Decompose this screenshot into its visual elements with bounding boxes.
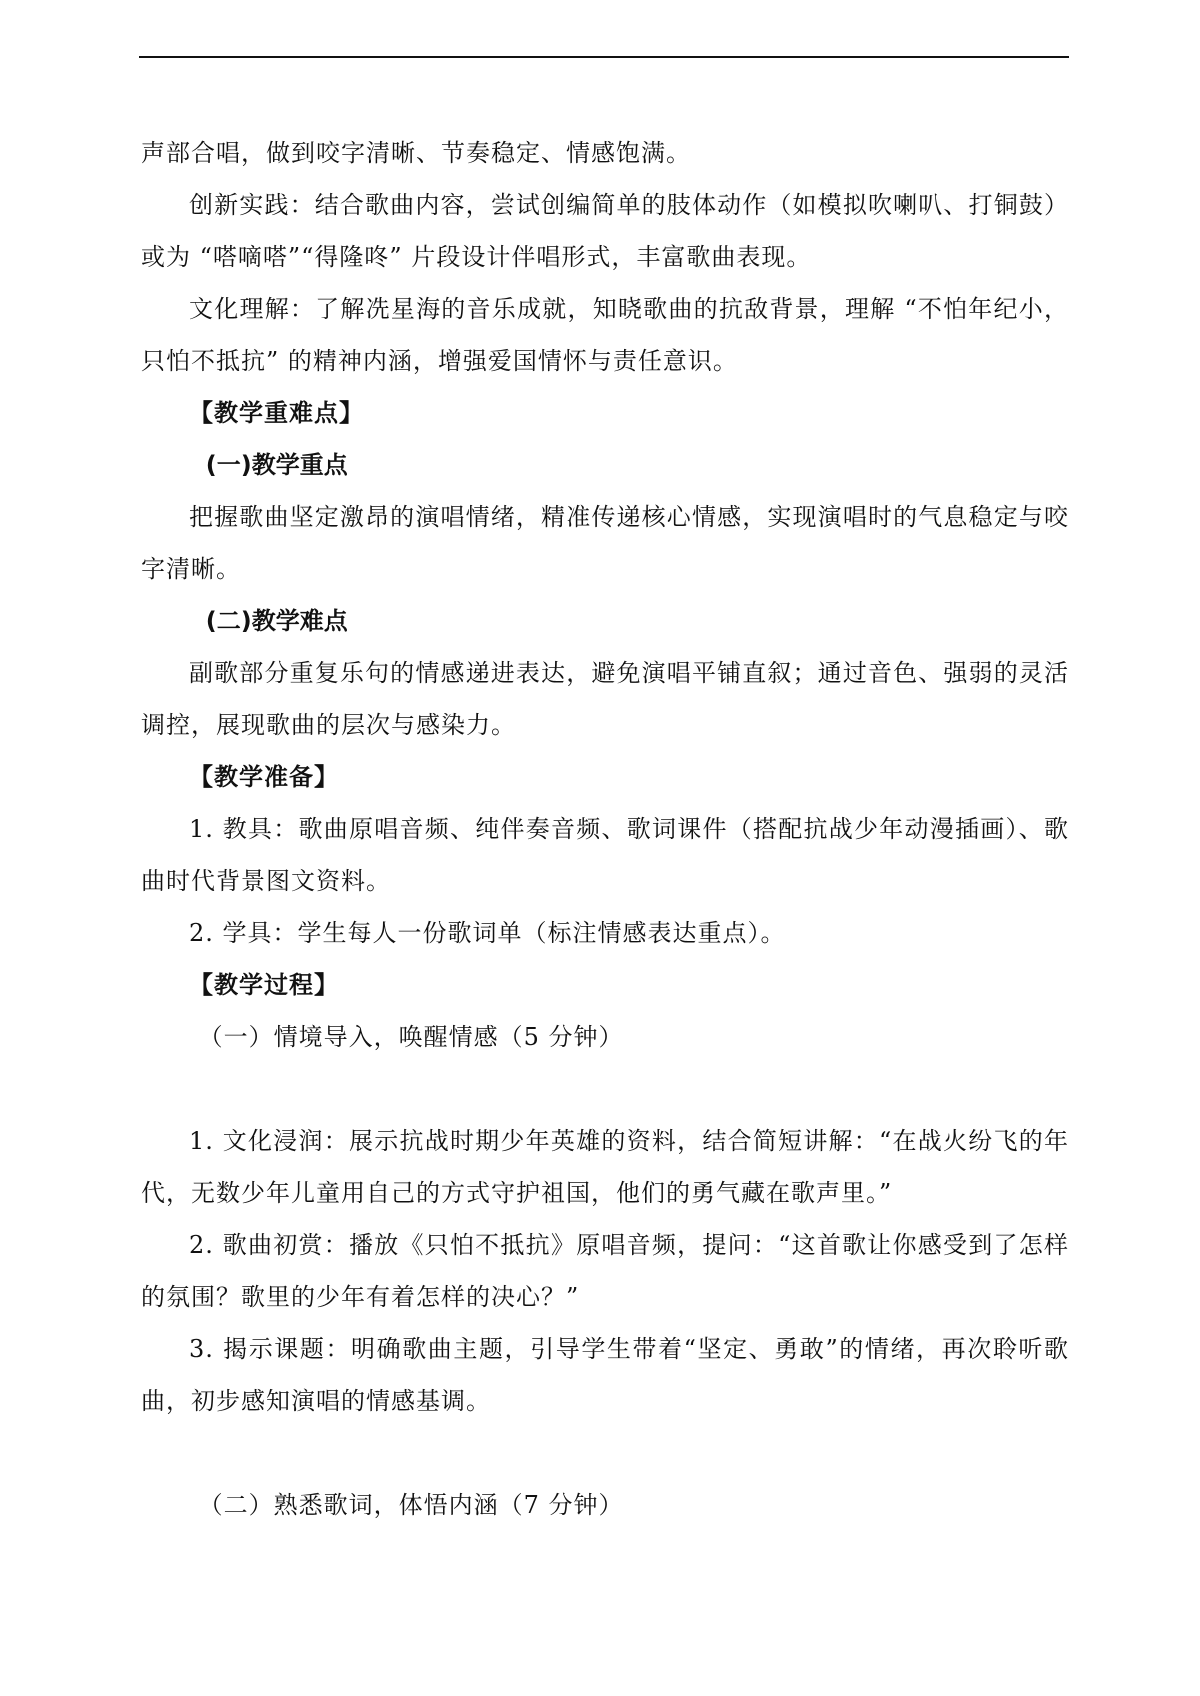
- subheading-teaching-focus: (一)教学重点: [205, 451, 348, 479]
- blank-line: [141, 1427, 1069, 1479]
- step-heading-introduction: （一）情境导入，唤醒情感（5 分钟）: [198, 1023, 624, 1051]
- paragraph-cultural-understanding: 文化理解：了解冼星海的音乐成就，知晓歌曲的抗敌背景，理解 “不怕年纪小，只怕不抵抗” 的精神内涵，增强爱国情怀与责任意识。: [141, 295, 1069, 375]
- subheading-teaching-difficulty: (二)教学难点: [205, 607, 348, 635]
- step-heading-lyrics: （二）熟悉歌词，体悟内涵（7 分钟）: [198, 1491, 624, 1519]
- blank-line: [141, 1063, 1069, 1115]
- header-rule: [139, 56, 1069, 58]
- paragraph-teaching-difficulty: 副歌部分重复乐句的情感递进表达，避免演唱平铺直叙；通过音色、强弱的灵活调控，展现歌曲的层次与感染力。: [141, 659, 1069, 739]
- section-heading-key-points: 【教学重难点】: [189, 399, 364, 427]
- paragraph-cultural-immersion: 1. 文化浸润：展示抗战时期少年英雄的资料，结合简短讲解：“在战火纷飞的年代，无数少年儿童用自己的方式守护祖国，他们的勇气藏在歌声里。”: [141, 1127, 1069, 1207]
- section-heading-preparation: 【教学准备】: [189, 763, 339, 791]
- document-body: [141, 127, 1069, 1531]
- paragraph-innovation-practice: 创新实践：结合歌曲内容，尝试创编简单的肢体动作（如模拟吹喇叭、打铜鼓）或为 “嗒嘀嗒”“得隆咚” 片段设计伴唱形式，丰富歌曲表现。: [141, 191, 1069, 271]
- paragraph-reveal-topic: 3. 揭示课题：明确歌曲主题，引导学生带着“坚定、勇敢”的情绪，再次聆听歌曲，初步感知演唱的情感基调。: [141, 1335, 1069, 1415]
- paragraph-continuation: 声部合唱，做到咬字清晰、节奏稳定、情感饱满。: [141, 139, 691, 167]
- paragraph-first-listening: 2. 歌曲初赏：播放《只怕不抵抗》原唱音频，提问：“这首歌让你感受到了怎样的氛围？歌里的少年有着怎样的决心？”: [141, 1231, 1069, 1311]
- paragraph-teaching-focus: 把握歌曲坚定激昂的演唱情绪，精准传递核心情感，实现演唱时的气息稳定与咬字清晰。: [141, 503, 1069, 583]
- paragraph-teaching-aids: 1. 教具：歌曲原唱音频、纯伴奏音频、歌词课件（搭配抗战少年动漫插画）、歌曲时代背景图文资料。: [141, 815, 1069, 895]
- section-heading-process: 【教学过程】: [189, 971, 339, 999]
- paragraph-learning-aids: 2. 学具：学生每人一份歌词单（标注情感表达重点）。: [189, 919, 786, 947]
